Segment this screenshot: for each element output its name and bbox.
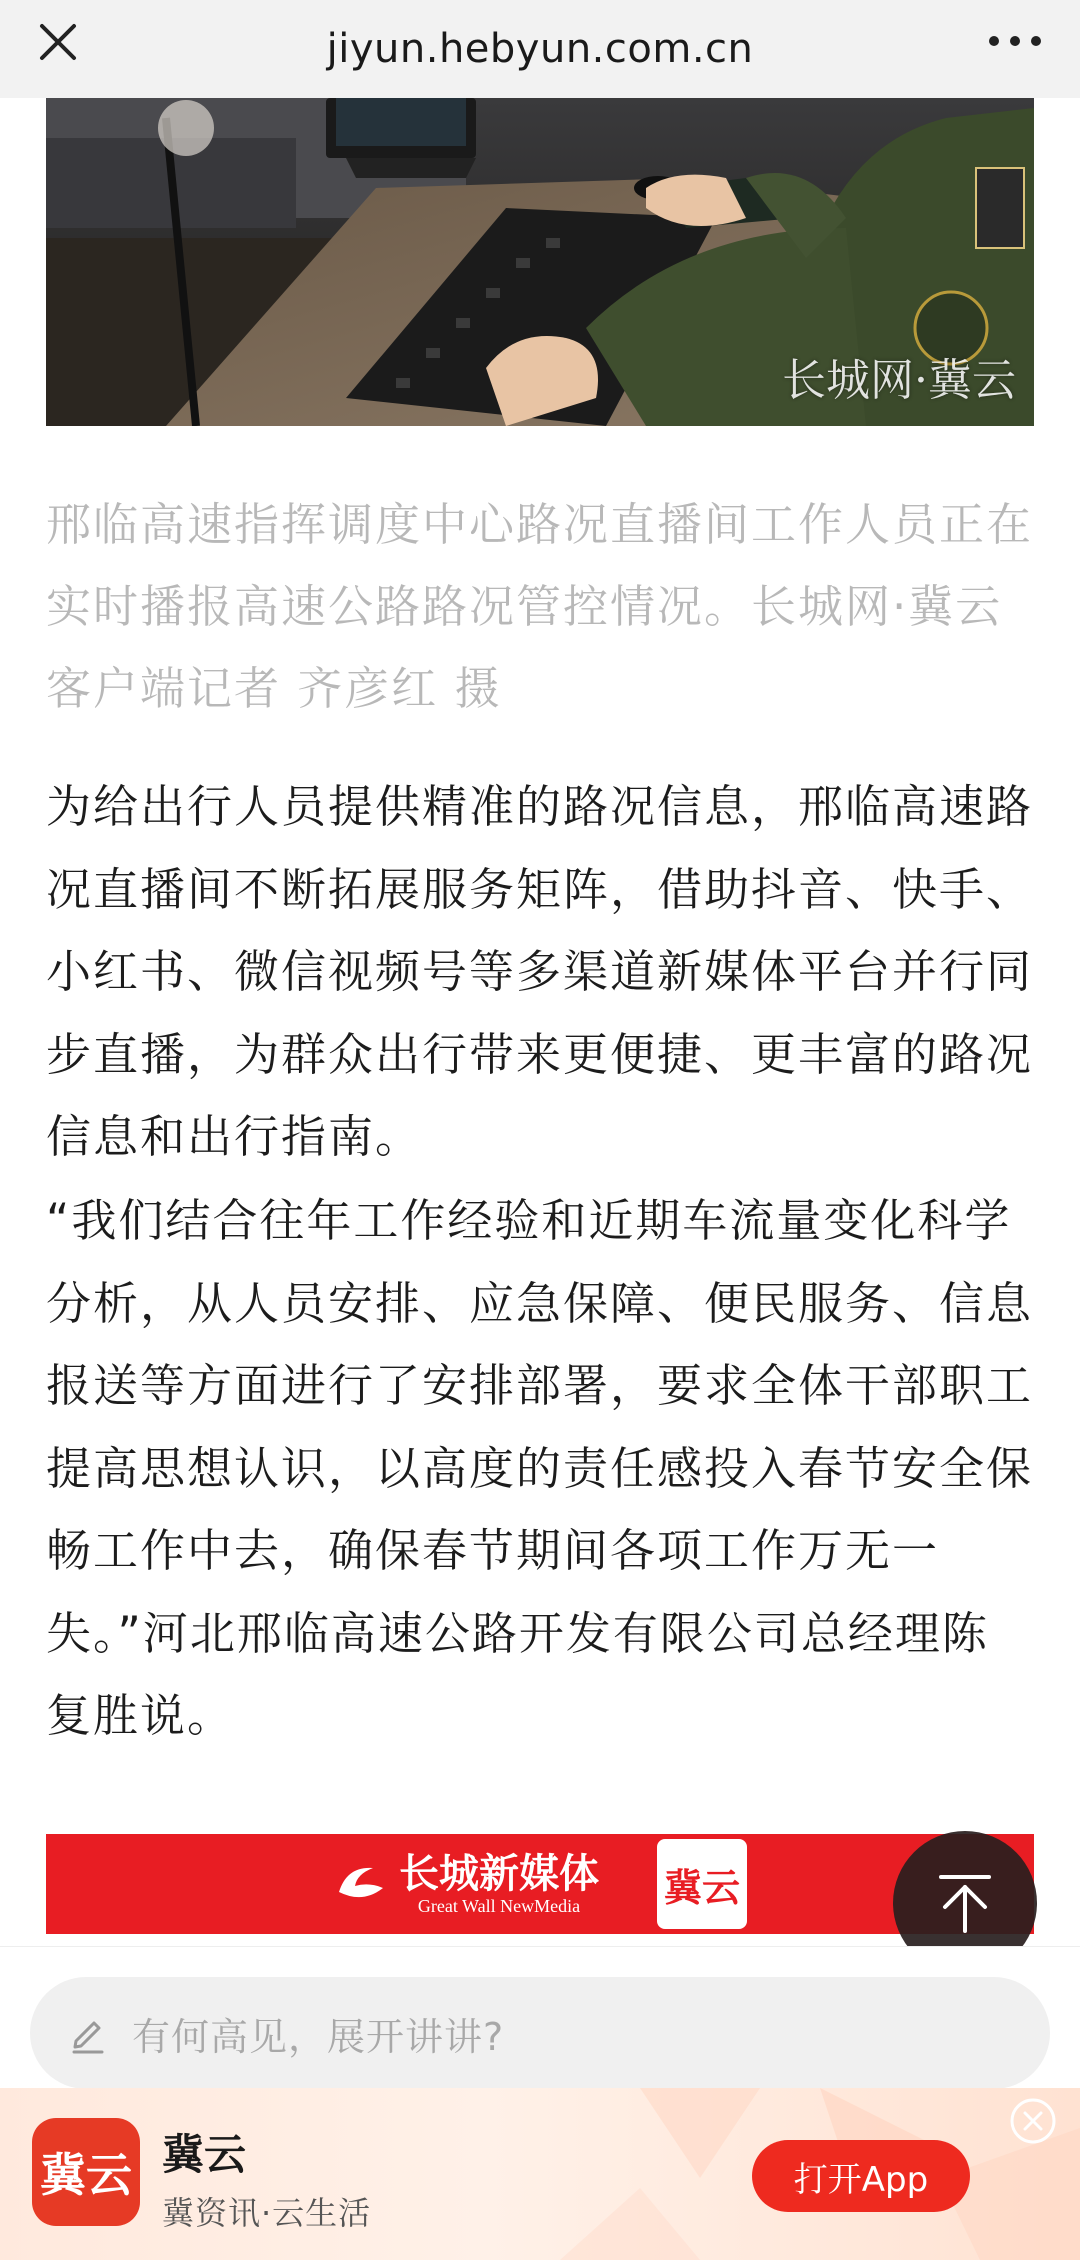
media-banner[interactable] bbox=[46, 1834, 1034, 1934]
more-options-icon[interactable] bbox=[980, 16, 1050, 66]
page-url: jiyun.hebyun.com.cn bbox=[326, 26, 754, 72]
app-slogan: 冀资讯·云生活 bbox=[162, 2194, 372, 2232]
comment-bar bbox=[0, 1946, 1080, 2088]
banner-brand bbox=[399, 1852, 599, 1916]
article-photo[interactable] bbox=[46, 98, 1034, 426]
article-paragraph: “我们结合往年工作经验和近期车流量变化科学分析，从人员安排、应急保障、便民服务、信息报送等方面进行了安排部署，要求全体干部职工提高思想认识，以高度的责任感投入春节安全保畅工作中去，确保春节期间各项工作万无一失。”河北邢临高速公路开发有限公司总经理陈复胜说。 bbox=[46, 1194, 1034, 1742]
dismiss-icon[interactable] bbox=[1008, 2096, 1058, 2146]
article-paragraph: 为给出行人员提供精准的路况信息，邢临高速路况直播间不断拓展服务矩阵，借助抖音、快手、小红书、微信视频号等多渠道新媒体平台并行同步直播，为群众出行带来更便捷、更丰富的路况信息和出行指南。 bbox=[46, 780, 1034, 1163]
open-app-button[interactable]: 打开App bbox=[752, 2140, 970, 2212]
app-promo-bar bbox=[0, 2088, 1080, 2260]
comment-input[interactable] bbox=[30, 1977, 1050, 2089]
comment-placeholder: 有何高见，展开讲讲? bbox=[132, 2014, 505, 2059]
browser-top-bar bbox=[0, 0, 1080, 98]
close-icon[interactable] bbox=[30, 14, 86, 70]
arrow-up-icon bbox=[933, 1871, 997, 1935]
great-wall-logo-icon bbox=[333, 1856, 389, 1912]
photo-caption: 邢临高速指挥调度中心路况直播间工作人员正在实时播报高速公路路况管控情况。长城网·冀云客户端记者 齐彦红 摄 bbox=[46, 498, 1034, 715]
app-name: 冀云 bbox=[162, 2130, 247, 2179]
pencil-icon bbox=[66, 2011, 110, 2055]
jiyun-logo: 冀云 bbox=[657, 1839, 747, 1929]
banner-title: 长城新媒体 bbox=[399, 1850, 599, 1897]
banner-subtitle: Great Wall NewMedia bbox=[417, 1896, 581, 1916]
photo-watermark: 长城网·冀云 bbox=[782, 355, 1016, 406]
app-icon[interactable]: 冀云 bbox=[32, 2118, 140, 2226]
